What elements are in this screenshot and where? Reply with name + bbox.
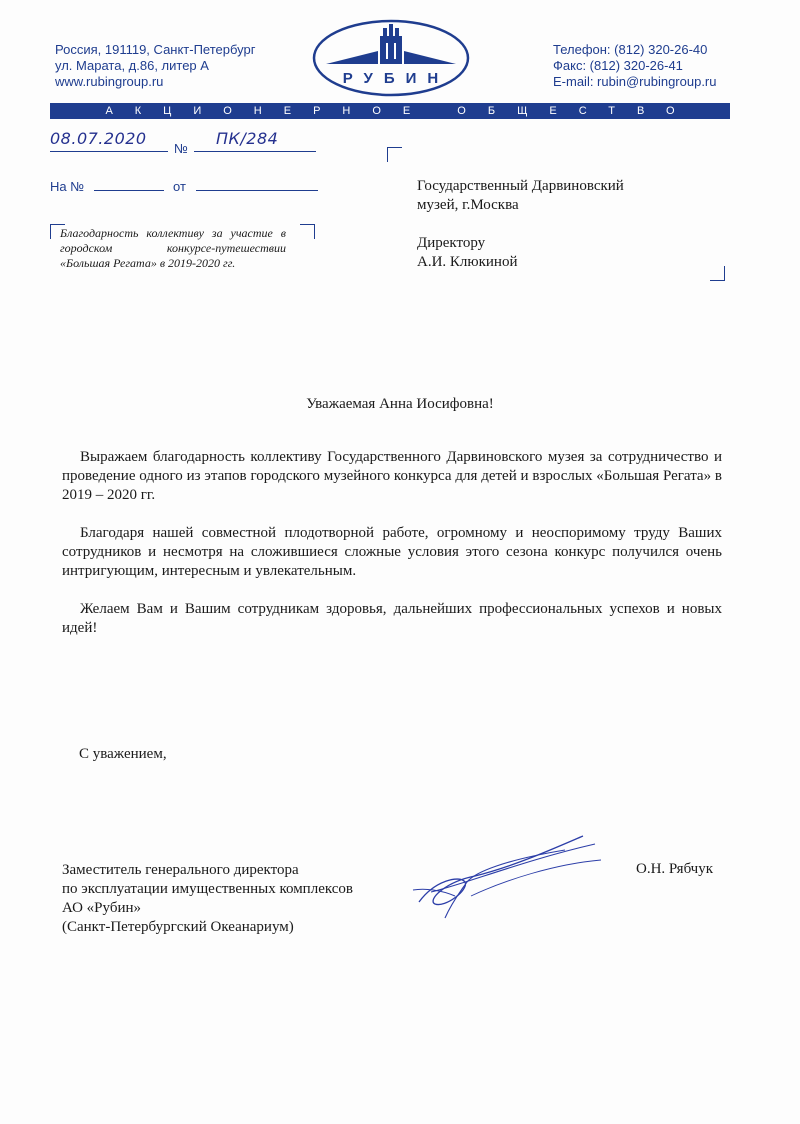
signatory-line: (Санкт-Петербургский Океанариум) [62, 919, 294, 935]
logo-wordmark: РУБИН [342, 70, 450, 87]
signatory-line: Заместитель генерального директора [62, 862, 299, 878]
address-line: Россия, 191119, Санкт-Петербург [55, 42, 256, 57]
addressee-org: музей, г.Москва [417, 197, 519, 213]
reference-label: На № [50, 179, 85, 194]
company-address [55, 42, 255, 90]
signatory-line: АО «Рубин» [62, 900, 141, 916]
subject-corner [300, 224, 315, 239]
addressee-title: Директору [417, 235, 486, 251]
addressee-name: А.И. Клюкиной [417, 254, 518, 270]
addressee-corner [387, 147, 402, 162]
handwritten-signature [405, 830, 605, 930]
company-type-band: АКЦИОНЕРНОЕ ОБЩЕСТВО [50, 103, 730, 119]
body-paragraph: Желаем Вам и Вашим сотрудникам здоровья, дальнейших профессиональных успехов и новых идей! [62, 601, 722, 636]
from-label: от [173, 179, 186, 194]
signatory-line: по эксплуатации имущественных комплексов [62, 881, 354, 897]
subject-text: Благодарность коллективу за участие в городском конкурсе-путешествии «Большая Регата» в 2019-2020 гг. [60, 226, 286, 270]
phone-line: Телефон: (812) 320-26-40 [553, 42, 708, 57]
closing-phrase: С уважением, [79, 746, 167, 762]
date-underline [50, 151, 168, 152]
body-paragraph: Выражаем благодарность коллективу Государственного Дарвиновского музея за сотрудничество и проведение одного из этапов городского музейного конкурса для детей и взрослых «Большая Регата» в 2019 – 2020 гг. [62, 449, 722, 503]
company-logo [312, 18, 470, 98]
outgoing-date: 08.07.2020 [50, 129, 147, 148]
from-underline [196, 190, 318, 191]
salutation: Уважаемая Анна Иосифовна! [306, 396, 494, 412]
fax-line: Факс: (812) 320-26-41 [553, 58, 683, 73]
email-link[interactable]: E-mail: rubin@rubingroup.ru [553, 74, 717, 89]
number-underline [194, 151, 316, 152]
website-link[interactable]: www.rubingroup.ru [55, 74, 164, 89]
letter-subject [60, 226, 286, 271]
letter-body [62, 448, 722, 657]
signatory-name: О.Н. Рябчук [636, 861, 713, 877]
body-paragraph: Благодаря нашей совместной плодотворной работе, огромному и неоспоримому труду Ваших сотрудников и несмотря на сложившиеся сложные условия этого сезона конкурс получился очень интригующим, интересным и увлекательным. [62, 525, 722, 579]
company-contacts [553, 42, 717, 90]
addressee-corner [710, 266, 725, 281]
addressee-block [417, 177, 624, 272]
reference-underline [94, 190, 164, 191]
outgoing-number: ПК/284 [216, 129, 279, 148]
addressee-org: Государственный Дарвиновский [417, 178, 624, 194]
signatory-title [62, 861, 353, 937]
number-label: № [174, 141, 188, 156]
address-line: ул. Марата, д.86, литер А [55, 58, 209, 73]
